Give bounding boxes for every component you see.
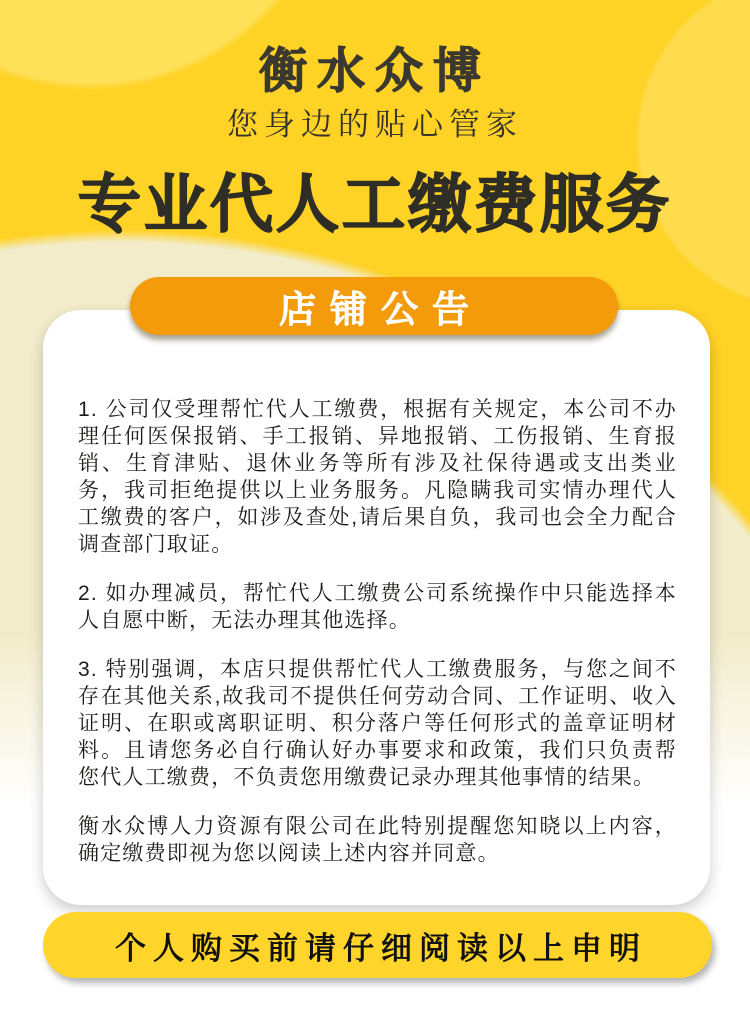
notice-card	[43, 310, 710, 905]
brand-title: 衡水众博	[258, 45, 491, 98]
notice-paragraph-3: 3. 特别强调，本店只提供帮忙代人工缴费服务，与您之间不存在其他关系,故我司不提供任何劳动合同、工作证明、收入证明、在职或离职证明、积分落户等任何形式的盖章证明材料。且请您务必自行确认好办事要求和政策，我们只负责帮您代人工缴费，不负责您用缴费记录办理其他事情的结果。	[78, 658, 677, 789]
footer-warning-label: 个人购买前请仔细阅读以上申明	[115, 930, 647, 966]
announcement-banner	[130, 277, 618, 335]
footer-warning-banner	[43, 912, 712, 978]
notice-paragraph-1: 1. 公司仅受理帮忙代人工缴费，根据有关规定，本公司不办理任何医保报销、手工报销、异地报销、工伤报销、生育报销、生育津贴、退休业务等所有涉及社保待遇或支出类业务，我司拒绝提供以上业务服务。凡隐瞒我司实情办理代人工缴费的客户，如涉及查处,请后果自负，我司也会全力配合调查部门取证。	[78, 398, 677, 556]
announcement-banner-label: 店铺公告	[279, 289, 483, 330]
service-headline: 专业代人工缴费服务	[78, 170, 672, 240]
notice-paragraph-4: 衡水众博人力资源有限公司在此特别提醒您知晓以上内容，确定缴费即视为您以阅读上述内容并同意。	[78, 815, 677, 865]
notice-paragraph-2: 2. 如办理减员，帮忙代人工缴费公司系统操作中只能选择本人自愿中断，无法办理其他选择。	[78, 582, 677, 632]
brand-tagline: 您身边的贴心管家	[227, 107, 523, 142]
